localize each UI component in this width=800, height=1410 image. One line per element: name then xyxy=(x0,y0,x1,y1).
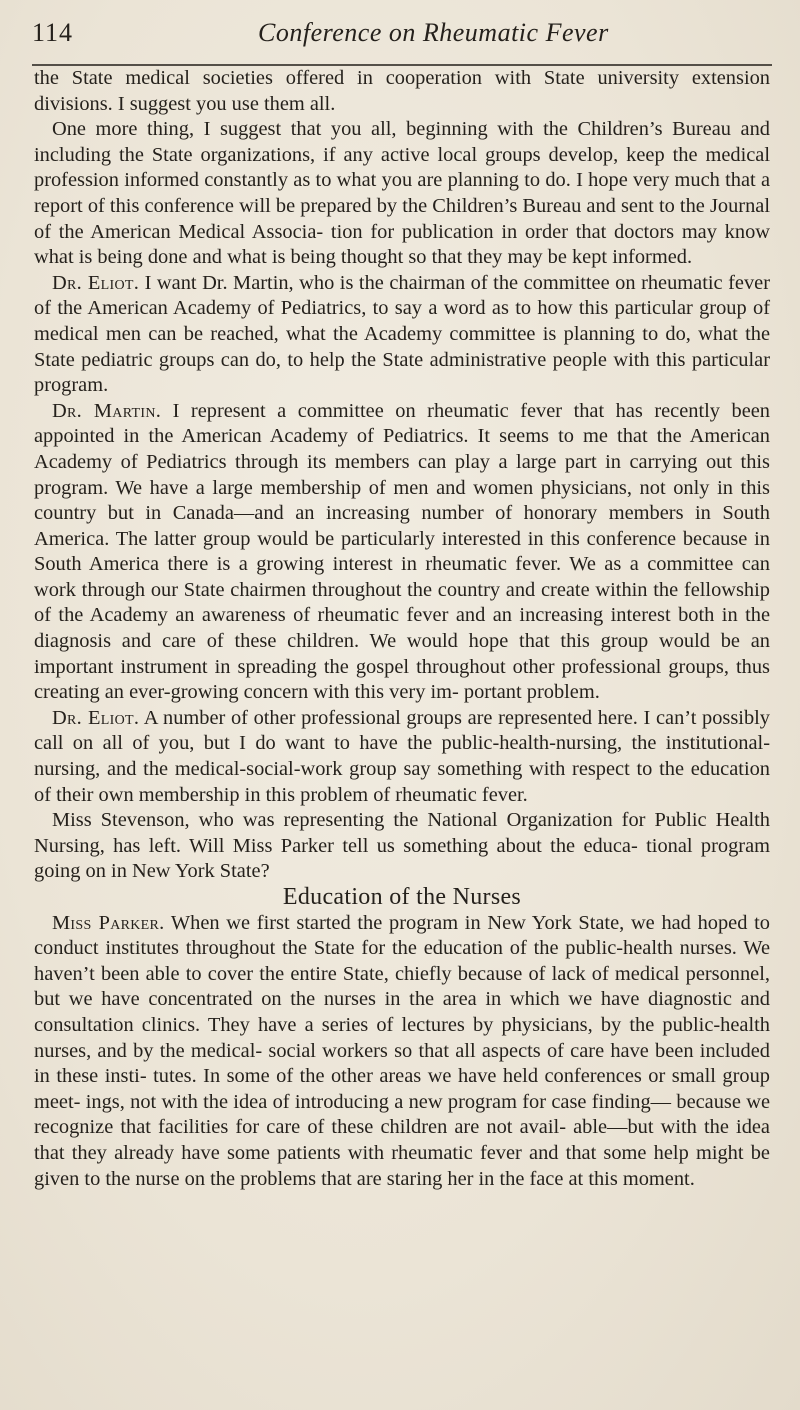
paragraph-text: One more thing, I suggest that you all, beginning with the Children’s Bureau and including the State organizations, if any active local groups develop, keep the medical profession informed constantly as to what you are planning to do. I hope very much that a report of this conference will be prepared by the Children’s Bureau and sent to the Journal of the American Medical Associa- tion for publication in order that doctors may know what is being done and what is being thought so that they may be kept informed. xyxy=(34,118,770,269)
speaker-name: Miss Parker. xyxy=(52,911,165,934)
body-text xyxy=(34,66,770,1192)
page-header xyxy=(0,14,800,54)
paragraph xyxy=(34,117,770,271)
paragraph xyxy=(34,66,770,117)
paragraph xyxy=(34,911,770,1193)
paragraph xyxy=(34,399,770,706)
page-number: 114 xyxy=(32,18,74,47)
paragraph xyxy=(34,808,770,885)
paragraph-text: the State medical societies offered in cooperation with State university extension divisions. I suggest you use them all. xyxy=(34,67,770,115)
speaker-name: Dr. Eliot. xyxy=(52,706,140,729)
paragraph-text: When we first started the program in New York State, we had hoped to conduct institutes throughout the State for the education of the public-health nurses. We haven’t been able to cover the entire State, chiefly because of lack of medical personnel, but we have concentrated on the nurses in the area in which we have diagnostic and consultation clinics. They have a series of lectures by physicians, by the public-health nurses, and by the medical- social workers so that all aspects of care have been included in these insti- tutes. In some of the other areas we have held conferences or small group meet- ings, not with the idea of introducing a new program for case finding— because we recognize that facilities for care of these children are not avail- able—but with the idea that they already have some patients with rheumatic fever and that some help might be given to the nurse on the problems that are staring her in the face at this moment. xyxy=(34,911,770,1190)
paragraph-text: I represent a committee on rheumatic fever that has recently been appointed in the American Academy of Pediatrics. It seems to me that the American Academy of Pediatrics through its members can play a large part in carrying out this program. We have a large membership of men and women physicians, not only in this country but in Canada—and an increasing number of honorary members in South America. The latter group would be particularly interested in this conference because in South America there is a growing interest in rheumatic fever. We as a committee can work through our State chairmen throughout the country and create within the fellowship of the Academy an awareness of rheumatic fever and an increasing interest both in the diagnosis and care of these children. We would hope that this group would be an important instrument in spreading the gospel throughout other professional groups, thus creating an ever-growing concern with this very im- portant problem. xyxy=(34,399,770,704)
section-title: Education of the Nurses xyxy=(282,884,522,910)
paragraph-text: I want Dr. Martin, who is the chairman of the committee on rheumatic fever of the American Academy of Pediatrics, to say a word as to how this particular group of medical men can be reached, what the Academy committee is planning to do, what the State pediatric groups can do, to help the State administrative people with this particular program. xyxy=(34,271,770,397)
paragraph xyxy=(34,271,770,399)
running-title: Conference on Rheumatic Fever xyxy=(258,18,609,47)
paragraph xyxy=(34,706,770,808)
paragraph-text: Miss Stevenson, who was representing the National Organization for Public Health Nursing, has left. Will Miss Parker tell us something about the educa- tional program going on in New York State? xyxy=(34,809,770,883)
speaker-name: Dr. Martin. xyxy=(52,399,162,422)
speaker-name: Dr. Eliot. xyxy=(52,271,140,294)
paragraph-text: A number of other professional groups are represented here. I can’t possibly call on all of you, but I do want to have the public-health-nursing, the institutional-nursing, and the medical-social-work group say something with respect to the education of their own membership in this problem of rheumatic fever. xyxy=(34,706,770,806)
